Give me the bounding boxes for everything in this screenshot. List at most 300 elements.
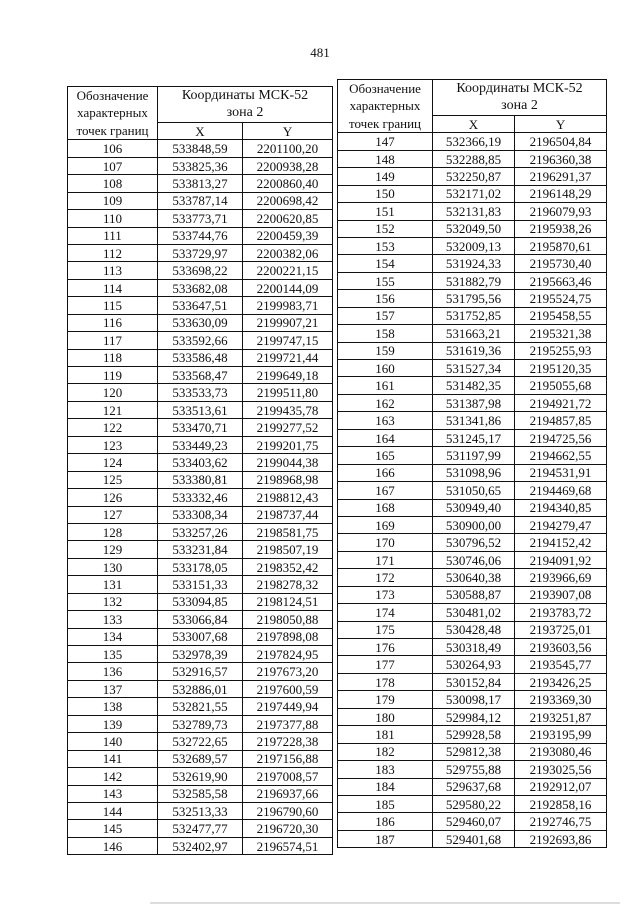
table-row	[68, 576, 333, 593]
x-coordinate-cell: 530588,87	[433, 586, 515, 603]
point-number-cell: 137	[68, 680, 158, 697]
table-row	[338, 272, 607, 289]
x-coordinate-cell: 529580,22	[433, 795, 515, 812]
table-row	[338, 516, 607, 533]
table-row	[68, 140, 333, 157]
x-coordinate-cell: 533470,71	[158, 419, 243, 436]
table-row	[68, 384, 333, 401]
table-row	[338, 795, 607, 812]
y-coordinate-cell: 2194469,68	[515, 482, 607, 499]
table-row	[338, 237, 607, 254]
x-coordinate-cell: 530949,40	[433, 499, 515, 516]
point-number-cell: 112	[68, 244, 158, 261]
y-coordinate-cell: 2200459,39	[243, 227, 333, 244]
table-row	[338, 761, 607, 778]
x-coordinate-cell: 530098,17	[433, 691, 515, 708]
point-number-cell: 133	[68, 611, 158, 628]
table-row	[338, 621, 607, 638]
table-row	[338, 656, 607, 673]
x-coordinate-cell: 533825,36	[158, 157, 243, 174]
point-number-cell: 164	[338, 429, 433, 446]
table-row	[338, 342, 607, 359]
point-number-cell: 144	[68, 802, 158, 819]
x-coordinate-cell: 533813,27	[158, 175, 243, 192]
y-coordinate-cell: 2198507,19	[243, 541, 333, 558]
table-row	[68, 785, 333, 802]
point-number-cell: 171	[338, 551, 433, 568]
x-coordinate-cell: 531663,21	[433, 325, 515, 342]
x-coordinate-cell: 532722,65	[158, 733, 243, 750]
y-coordinate-cell: 2193966,69	[515, 569, 607, 586]
x-coordinate-cell: 533698,22	[158, 262, 243, 279]
point-number-cell: 106	[68, 140, 158, 157]
x-coordinate-cell: 531098,96	[433, 464, 515, 481]
table-row	[68, 715, 333, 732]
x-coordinate-cell: 533568,47	[158, 367, 243, 384]
point-number-cell: 184	[338, 778, 433, 795]
y-coordinate-cell: 2194531,91	[515, 464, 607, 481]
table-row	[68, 349, 333, 366]
points-designation-header	[68, 87, 158, 140]
y-coordinate-cell: 2193369,30	[515, 691, 607, 708]
x-coordinate-cell: 530428,48	[433, 621, 515, 638]
y-coordinate-cell: 2195870,61	[515, 237, 607, 254]
y-coordinate-cell: 2201100,20	[243, 140, 333, 157]
y-coordinate-cell: 2196148,29	[515, 185, 607, 202]
table-row	[68, 593, 333, 610]
point-number-cell: 123	[68, 436, 158, 453]
table-row	[338, 743, 607, 760]
y-coordinate-cell: 2193907,08	[515, 586, 607, 603]
point-number-cell: 185	[338, 795, 433, 812]
x-coordinate-cell: 531619,36	[433, 342, 515, 359]
point-number-cell: 124	[68, 454, 158, 471]
table-row	[338, 168, 607, 185]
table-body	[338, 133, 607, 848]
x-coordinate-cell: 533647,51	[158, 297, 243, 314]
y-coordinate-cell: 2195321,38	[515, 325, 607, 342]
x-coordinate-cell: 531197,99	[433, 447, 515, 464]
x-coordinate-cell: 532789,73	[158, 715, 243, 732]
y-coordinate-cell: 2199277,52	[243, 419, 333, 436]
point-number-cell: 121	[68, 401, 158, 418]
x-coordinate-cell: 532288,85	[433, 150, 515, 167]
x-coordinate-cell: 532513,33	[158, 802, 243, 819]
x-coordinate-cell: 533787,14	[158, 192, 243, 209]
x-coordinate-cell: 533682,08	[158, 279, 243, 296]
point-number-cell: 181	[338, 726, 433, 743]
x-coordinate-cell: 533308,34	[158, 506, 243, 523]
y-coordinate-cell: 2198737,44	[243, 506, 333, 523]
table-row	[338, 726, 607, 743]
y-coordinate-cell: 2195663,46	[515, 272, 607, 289]
y-coordinate-cell: 2198968,98	[243, 471, 333, 488]
point-number-cell: 115	[68, 297, 158, 314]
point-number-cell: 113	[68, 262, 158, 279]
header-line: Координаты МСК-52	[181, 88, 309, 103]
table-row	[338, 360, 607, 377]
header-line: характерных	[77, 105, 148, 121]
table-row	[68, 367, 333, 384]
y-coordinate-cell: 2197008,57	[243, 768, 333, 785]
table-row	[338, 220, 607, 237]
table-row	[338, 551, 607, 568]
point-number-cell: 143	[68, 785, 158, 802]
x-coordinate-cell: 532886,01	[158, 680, 243, 697]
point-number-cell: 116	[68, 314, 158, 331]
y-coordinate-cell: 2192858,16	[515, 795, 607, 812]
table-row	[68, 244, 333, 261]
x-coordinate-cell: 531341,86	[433, 412, 515, 429]
x-column-header: X	[158, 122, 243, 139]
table-row	[338, 307, 607, 324]
table-row	[68, 663, 333, 680]
point-number-cell: 172	[338, 569, 433, 586]
x-coordinate-cell: 531795,56	[433, 290, 515, 307]
point-number-cell: 141	[68, 750, 158, 767]
point-number-cell: 135	[68, 646, 158, 663]
y-coordinate-cell: 2195730,40	[515, 255, 607, 272]
y-coordinate-cell: 2200144,09	[243, 279, 333, 296]
point-number-cell: 119	[68, 367, 158, 384]
x-coordinate-cell: 533403,62	[158, 454, 243, 471]
y-coordinate-cell: 2197898,08	[243, 628, 333, 645]
table-row	[68, 680, 333, 697]
point-number-cell: 179	[338, 691, 433, 708]
coordinates-table-left	[67, 86, 333, 855]
y-coordinate-cell: 2197824,95	[243, 646, 333, 663]
table-row	[68, 646, 333, 663]
table-body	[68, 140, 333, 855]
table-row	[68, 262, 333, 279]
x-coordinate-cell: 533332,46	[158, 489, 243, 506]
table-row	[68, 175, 333, 192]
y-coordinate-cell: 2200938,28	[243, 157, 333, 174]
point-number-cell: 139	[68, 715, 158, 732]
y-coordinate-cell: 2198278,32	[243, 576, 333, 593]
y-coordinate-cell: 2195938,26	[515, 220, 607, 237]
y-coordinate-cell: 2193783,72	[515, 604, 607, 621]
point-number-cell: 111	[68, 227, 158, 244]
table-row	[68, 506, 333, 523]
header-line: характерных	[349, 98, 421, 114]
x-coordinate-cell: 530152,84	[433, 673, 515, 690]
y-coordinate-cell: 2192912,07	[515, 778, 607, 795]
point-number-cell: 178	[338, 673, 433, 690]
coordinates-header	[433, 80, 607, 116]
point-number-cell: 161	[338, 377, 433, 394]
point-number-cell: 147	[338, 133, 433, 150]
table-row	[68, 314, 333, 331]
table-row	[338, 325, 607, 342]
y-coordinate-cell: 2195458,55	[515, 307, 607, 324]
x-coordinate-cell: 532049,50	[433, 220, 515, 237]
y-coordinate-cell: 2194152,42	[515, 534, 607, 551]
point-number-cell: 149	[338, 168, 433, 185]
point-number-cell: 155	[338, 272, 433, 289]
point-number-cell: 108	[68, 175, 158, 192]
point-number-cell: 129	[68, 541, 158, 558]
x-coordinate-cell: 533513,61	[158, 401, 243, 418]
y-coordinate-cell: 2198050,88	[243, 611, 333, 628]
y-coordinate-cell: 2200382,06	[243, 244, 333, 261]
x-coordinate-cell: 529755,88	[433, 761, 515, 778]
table-row	[68, 454, 333, 471]
table-row	[68, 698, 333, 715]
table-row	[68, 628, 333, 645]
point-number-cell: 165	[338, 447, 433, 464]
x-coordinate-cell: 533630,09	[158, 314, 243, 331]
x-coordinate-cell: 533533,73	[158, 384, 243, 401]
y-coordinate-cell: 2199747,15	[243, 332, 333, 349]
table-row	[338, 586, 607, 603]
header-line: точек границ	[348, 115, 422, 131]
y-coordinate-cell: 2196790,60	[243, 802, 333, 819]
x-coordinate-cell: 533449,23	[158, 436, 243, 453]
x-coordinate-cell: 531752,85	[433, 307, 515, 324]
y-coordinate-cell: 2192693,86	[515, 830, 607, 847]
y-coordinate-cell: 2195120,35	[515, 360, 607, 377]
table-row	[68, 297, 333, 314]
y-coordinate-cell: 2196937,66	[243, 785, 333, 802]
y-coordinate-cell: 2200620,85	[243, 210, 333, 227]
coordinates-table-right	[337, 79, 607, 848]
x-coordinate-cell: 532477,77	[158, 820, 243, 837]
x-coordinate-cell: 530900,00	[433, 516, 515, 533]
y-column-header: Y	[515, 115, 607, 132]
y-coordinate-cell: 2193195,99	[515, 726, 607, 743]
y-coordinate-cell: 2194921,72	[515, 394, 607, 411]
x-coordinate-cell: 529401,68	[433, 830, 515, 847]
table-row	[338, 604, 607, 621]
table-row	[338, 394, 607, 411]
table-row	[68, 733, 333, 750]
point-number-cell: 127	[68, 506, 158, 523]
x-coordinate-cell: 530264,93	[433, 656, 515, 673]
coordinates-header	[158, 87, 333, 123]
table-row	[68, 750, 333, 767]
x-coordinate-cell: 533178,05	[158, 558, 243, 575]
point-number-cell: 122	[68, 419, 158, 436]
x-coordinate-cell: 532821,55	[158, 698, 243, 715]
y-coordinate-cell: 2193426,25	[515, 673, 607, 690]
point-number-cell: 175	[338, 621, 433, 638]
point-number-cell: 153	[338, 237, 433, 254]
table-row	[338, 133, 607, 150]
point-number-cell: 160	[338, 360, 433, 377]
page-edge	[150, 902, 620, 904]
x-coordinate-cell: 532402,97	[158, 837, 243, 854]
y-coordinate-cell: 2193545,77	[515, 656, 607, 673]
y-coordinate-cell: 2199201,75	[243, 436, 333, 453]
y-coordinate-cell: 2192746,75	[515, 813, 607, 830]
y-coordinate-cell: 2199983,71	[243, 297, 333, 314]
y-coordinate-cell: 2197377,88	[243, 715, 333, 732]
header-line: Обозначение	[76, 88, 149, 103]
x-coordinate-cell: 529928,58	[433, 726, 515, 743]
point-number-cell: 136	[68, 663, 158, 680]
x-coordinate-cell: 531245,17	[433, 429, 515, 446]
header-line: Координаты МСК-52	[456, 81, 583, 96]
table-row	[68, 820, 333, 837]
y-coordinate-cell: 2194857,85	[515, 412, 607, 429]
y-coordinate-cell: 2196574,51	[243, 837, 333, 854]
point-number-cell: 186	[338, 813, 433, 830]
y-coordinate-cell: 2196504,84	[515, 133, 607, 150]
points-designation-header	[338, 80, 433, 133]
x-coordinate-cell: 533066,84	[158, 611, 243, 628]
y-coordinate-cell: 2195055,68	[515, 377, 607, 394]
table-row	[338, 482, 607, 499]
y-coordinate-cell: 2194340,85	[515, 499, 607, 516]
y-coordinate-cell: 2194279,47	[515, 516, 607, 533]
point-number-cell: 142	[68, 768, 158, 785]
point-number-cell: 156	[338, 290, 433, 307]
y-coordinate-cell: 2196720,30	[243, 820, 333, 837]
point-number-cell: 157	[338, 307, 433, 324]
table-row	[338, 639, 607, 656]
point-number-cell: 146	[68, 837, 158, 854]
x-coordinate-cell: 532366,19	[433, 133, 515, 150]
header-line: зона 2	[501, 98, 538, 114]
point-number-cell: 159	[338, 342, 433, 359]
x-coordinate-cell: 532250,87	[433, 168, 515, 185]
point-number-cell: 162	[338, 394, 433, 411]
x-coordinate-cell: 533744,76	[158, 227, 243, 244]
table-row	[68, 419, 333, 436]
table-row	[68, 802, 333, 819]
y-coordinate-cell: 2193251,87	[515, 708, 607, 725]
point-number-cell: 130	[68, 558, 158, 575]
table-row	[338, 673, 607, 690]
y-coordinate-cell: 2200698,42	[243, 192, 333, 209]
table-row	[338, 377, 607, 394]
x-coordinate-cell: 531482,35	[433, 377, 515, 394]
x-coordinate-cell: 533586,48	[158, 349, 243, 366]
x-coordinate-cell: 531387,98	[433, 394, 515, 411]
point-number-cell: 109	[68, 192, 158, 209]
y-coordinate-cell: 2195255,93	[515, 342, 607, 359]
x-coordinate-cell: 529460,07	[433, 813, 515, 830]
x-coordinate-cell: 533592,66	[158, 332, 243, 349]
y-coordinate-cell: 2197156,88	[243, 750, 333, 767]
y-coordinate-cell: 2194662,55	[515, 447, 607, 464]
y-coordinate-cell: 2193603,56	[515, 639, 607, 656]
point-number-cell: 163	[338, 412, 433, 429]
y-coordinate-cell: 2197228,38	[243, 733, 333, 750]
x-coordinate-cell: 530796,52	[433, 534, 515, 551]
x-coordinate-cell: 530640,38	[433, 569, 515, 586]
x-coordinate-cell: 533257,26	[158, 523, 243, 540]
table-row	[338, 569, 607, 586]
x-coordinate-cell: 529812,38	[433, 743, 515, 760]
point-number-cell: 182	[338, 743, 433, 760]
table-row	[68, 471, 333, 488]
point-number-cell: 125	[68, 471, 158, 488]
y-coordinate-cell: 2199435,78	[243, 401, 333, 418]
point-number-cell: 117	[68, 332, 158, 349]
point-number-cell: 169	[338, 516, 433, 533]
x-coordinate-cell: 532009,13	[433, 237, 515, 254]
point-number-cell: 118	[68, 349, 158, 366]
table-row	[68, 157, 333, 174]
table-row	[338, 447, 607, 464]
x-coordinate-cell: 533848,59	[158, 140, 243, 157]
point-number-cell: 154	[338, 255, 433, 272]
x-coordinate-cell: 532585,58	[158, 785, 243, 802]
y-coordinate-cell: 2193025,56	[515, 761, 607, 778]
x-coordinate-cell: 533773,71	[158, 210, 243, 227]
x-coordinate-cell: 532619,90	[158, 768, 243, 785]
table-row	[338, 813, 607, 830]
point-number-cell: 114	[68, 279, 158, 296]
y-coordinate-cell: 2199649,18	[243, 367, 333, 384]
point-number-cell: 138	[68, 698, 158, 715]
x-coordinate-cell: 532978,39	[158, 646, 243, 663]
point-number-cell: 150	[338, 185, 433, 202]
point-number-cell: 187	[338, 830, 433, 847]
y-coordinate-cell: 2199511,80	[243, 384, 333, 401]
point-number-cell: 131	[68, 576, 158, 593]
table-row	[338, 778, 607, 795]
table-row	[338, 412, 607, 429]
point-number-cell: 174	[338, 604, 433, 621]
x-coordinate-cell: 533094,85	[158, 593, 243, 610]
x-coordinate-cell: 529984,12	[433, 708, 515, 725]
y-coordinate-cell: 2199907,21	[243, 314, 333, 331]
table-row	[68, 768, 333, 785]
x-coordinate-cell: 531882,79	[433, 272, 515, 289]
table-row	[68, 192, 333, 209]
point-number-cell: 166	[338, 464, 433, 481]
y-coordinate-cell: 2196360,38	[515, 150, 607, 167]
y-coordinate-cell: 2197449,94	[243, 698, 333, 715]
point-number-cell: 170	[338, 534, 433, 551]
table-row	[338, 691, 607, 708]
table-row	[68, 279, 333, 296]
table-row	[68, 558, 333, 575]
point-number-cell: 176	[338, 639, 433, 656]
table-row	[68, 436, 333, 453]
y-coordinate-cell: 2198124,51	[243, 593, 333, 610]
point-number-cell: 152	[338, 220, 433, 237]
x-coordinate-cell: 530481,02	[433, 604, 515, 621]
y-coordinate-cell: 2199721,44	[243, 349, 333, 366]
x-coordinate-cell: 532916,57	[158, 663, 243, 680]
point-number-cell: 173	[338, 586, 433, 603]
x-coordinate-cell: 530746,06	[433, 551, 515, 568]
x-coordinate-cell: 533007,68	[158, 628, 243, 645]
point-number-cell: 132	[68, 593, 158, 610]
table-row	[68, 611, 333, 628]
point-number-cell: 168	[338, 499, 433, 516]
table-row	[338, 464, 607, 481]
header-line: Обозначение	[349, 81, 421, 96]
table-row	[338, 708, 607, 725]
table-row	[338, 290, 607, 307]
y-coordinate-cell: 2200860,40	[243, 175, 333, 192]
point-number-cell: 151	[338, 203, 433, 220]
table-row	[338, 499, 607, 516]
y-coordinate-cell: 2196079,93	[515, 203, 607, 220]
point-number-cell: 177	[338, 656, 433, 673]
x-coordinate-cell: 531924,33	[433, 255, 515, 272]
x-coordinate-cell: 532171,02	[433, 185, 515, 202]
x-coordinate-cell: 533231,84	[158, 541, 243, 558]
point-number-cell: 167	[338, 482, 433, 499]
point-number-cell: 148	[338, 150, 433, 167]
table-row	[68, 401, 333, 418]
